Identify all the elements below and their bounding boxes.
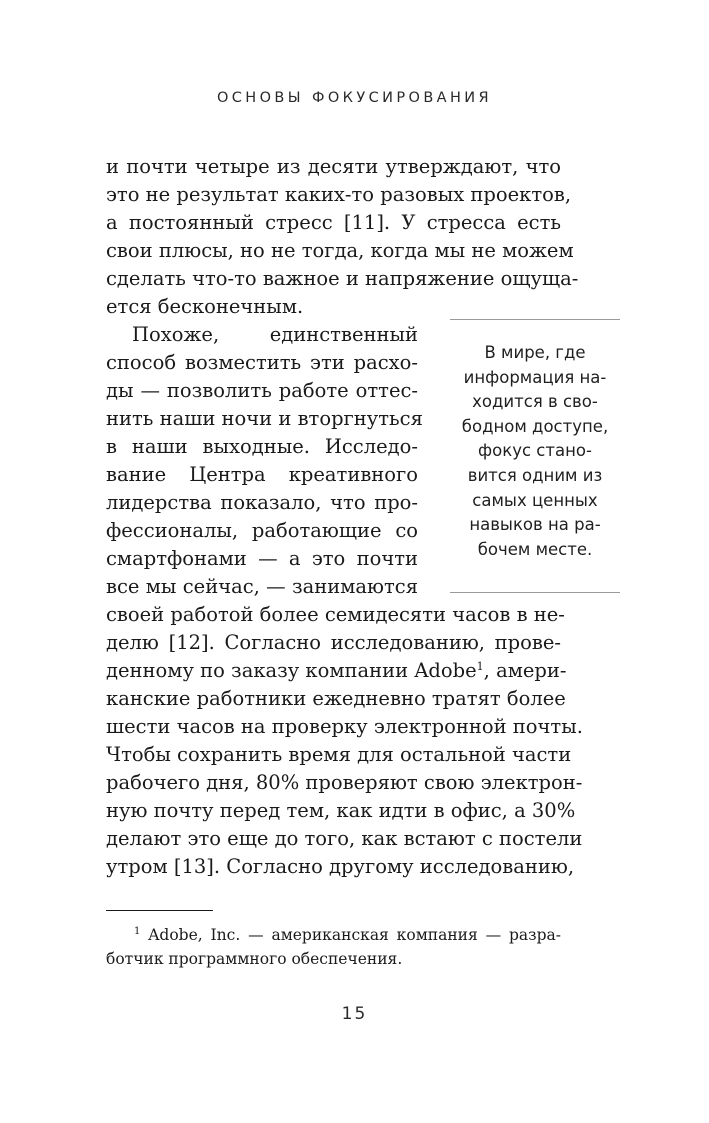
body-line: рабочего дня, 80% проверяют свою электрон- <box>106 771 583 794</box>
body-line: вание Центра креативного <box>106 463 418 486</box>
page-number: 15 <box>341 1004 368 1024</box>
body-line: утром [13]. Согласно другому исследованию, <box>106 855 575 878</box>
pullquote <box>450 341 620 562</box>
pullquote-line: вится одним из <box>467 465 603 485</box>
body-line: канские работники ежедневно тратят более <box>106 687 566 710</box>
footnote-line: ботчик программного обеспечения. <box>106 950 403 968</box>
body-line-text: денному по заказу компании Adobe <box>106 659 477 682</box>
body-line: шести часов на проверку электронной почты. <box>106 715 583 738</box>
body-line: Чтобы сохранить время для остальной части <box>106 743 572 766</box>
pullquote-line: бочем месте. <box>477 539 593 559</box>
body-line: Похоже, единственный <box>132 323 418 346</box>
body-line <box>106 657 567 685</box>
footnote-marker: 1 <box>134 926 141 937</box>
pullquote-line: бодном доступе, <box>461 416 609 436</box>
running-header: ОСНОВЫ ФОКУСИРОВАНИЯ <box>216 90 493 106</box>
footnote-rule <box>106 910 213 911</box>
pullquote-top-rule <box>450 319 620 320</box>
pullquote-line: В мире, где <box>484 343 586 362</box>
body-line: смартфонами — а это почти <box>106 547 418 570</box>
body-line: ную почту перед тем, как идти в офис, а 30% <box>106 799 576 822</box>
body-line: способ возместить эти расхо- <box>106 351 418 374</box>
pullquote-line: навыков на ра- <box>469 515 601 535</box>
body-line: фессионалы, работающие со <box>106 519 418 542</box>
body-line: делают это еще до того, как встают с постели <box>106 827 583 850</box>
footnote-text: Adobe, Inc. — американская компания — разра- <box>148 926 561 944</box>
body-line: ды — позволить работе оттес- <box>106 379 418 402</box>
body-line: лидерства показало, что про- <box>106 491 418 514</box>
pullquote-line: фокус стано- <box>478 441 592 461</box>
pullquote-line: ходится в сво- <box>472 392 598 412</box>
body-line-text: , амери- <box>483 659 567 682</box>
pullquote-bottom-rule <box>450 592 620 593</box>
body-line: делю [12]. Согласно исследованию, прове- <box>106 631 561 654</box>
body-line: это не результат каких-то разовых проектов, <box>106 183 572 206</box>
body-line: свои плюсы, но не тогда, когда мы не можем <box>106 239 574 262</box>
footnote-reference[interactable]: 1 <box>476 660 484 673</box>
pullquote-line: самых ценных <box>472 490 598 510</box>
body-line: своей работой более семидесяти часов в не- <box>106 603 565 626</box>
body-line: в наши выходные. Исследо- <box>106 435 418 458</box>
footnote-line <box>106 923 561 947</box>
pullquote-line: информация на- <box>463 367 607 387</box>
body-line: а постоянный стресс [11]. У стресса есть <box>106 211 561 234</box>
body-line: нить наши ночи и вторгнуться <box>106 407 423 430</box>
body-line: сделать что-то важное и напряжение ощуща- <box>106 267 579 290</box>
body-line: и почти четыре из десяти утверждают, что <box>106 155 561 178</box>
body-line: все мы сейчас, — занимаются <box>106 575 418 598</box>
body-line: ется бесконечным. <box>106 295 304 318</box>
